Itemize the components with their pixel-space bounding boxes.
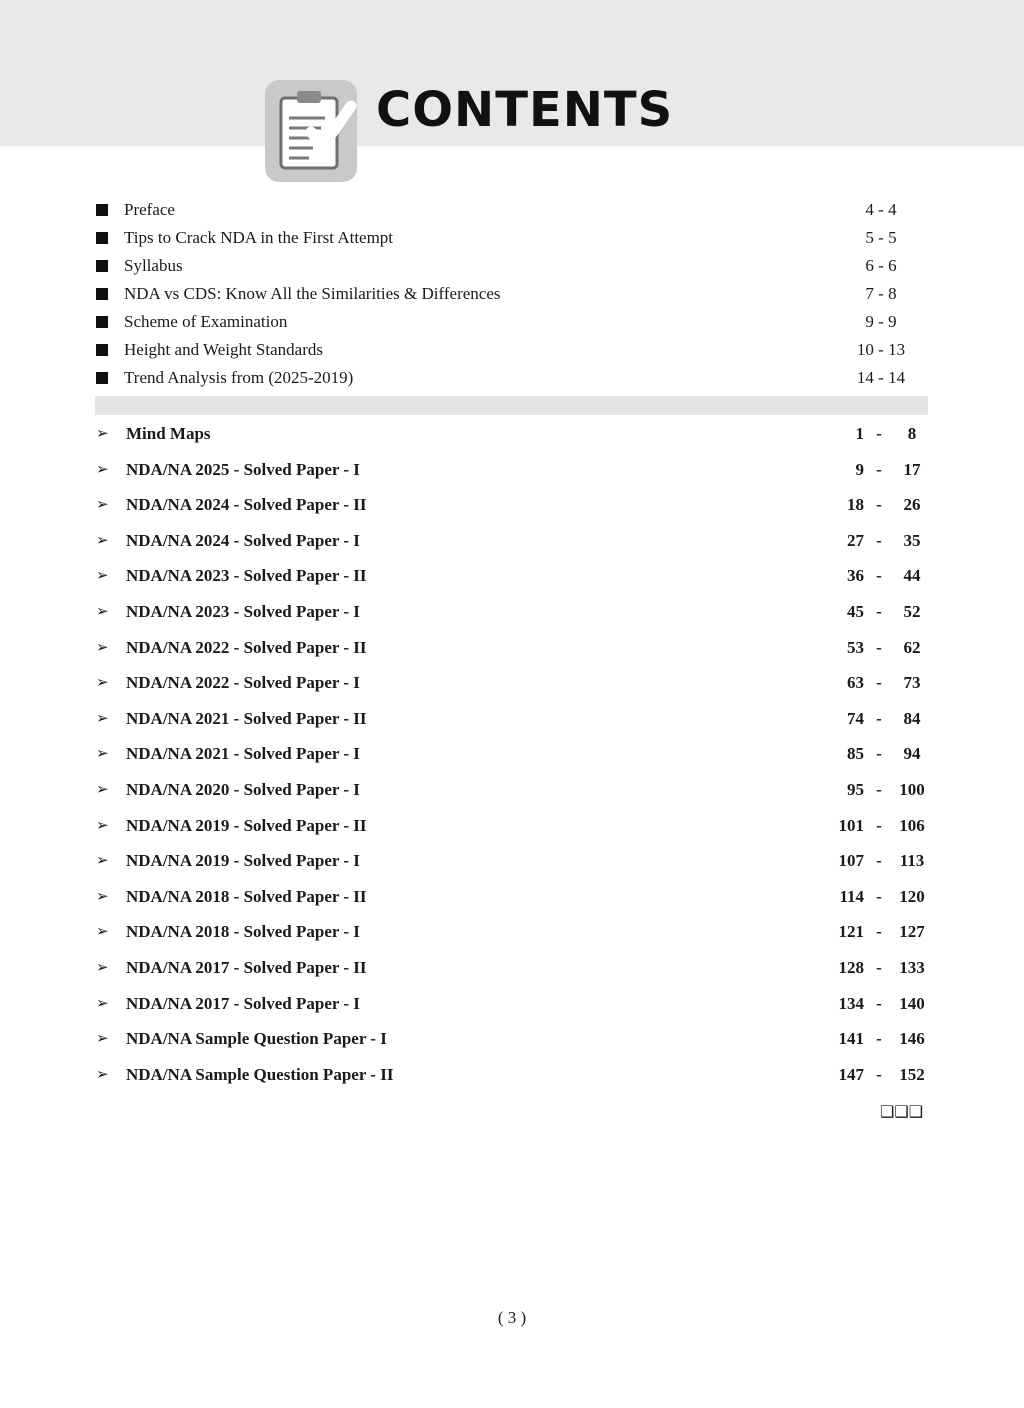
page-start: 95 — [847, 779, 864, 799]
page-end: 133 — [899, 957, 925, 977]
item-label: Mind Maps — [126, 424, 211, 443]
square-bullet-icon — [96, 344, 108, 356]
list-item — [96, 879, 928, 915]
list-item — [96, 308, 928, 336]
item-pages: 4 - 4 — [865, 200, 897, 219]
item-pages: 10 - 13 — [856, 340, 906, 359]
page-dash: - — [876, 957, 882, 977]
square-bullet-icon — [96, 260, 108, 272]
arrow-bullet-icon: ➢ — [96, 744, 109, 763]
page-dash: - — [876, 424, 882, 443]
page-end: 52 — [903, 601, 921, 621]
item-label: NDA/NA 2023 - Solved Paper - I — [126, 601, 360, 621]
page-start: 141 — [838, 1029, 864, 1049]
list-item — [96, 630, 928, 666]
end-mark: ❑❑❑ — [880, 1102, 924, 1121]
list-item — [96, 772, 928, 808]
page-dash: - — [876, 815, 882, 835]
arrow-bullet-icon: ➢ — [96, 993, 109, 1012]
arrow-bullet-icon: ➢ — [96, 851, 109, 870]
page-start: 128 — [838, 957, 864, 977]
square-bullet-icon — [96, 204, 108, 216]
page-dash: - — [876, 601, 882, 621]
item-label: NDA/NA 2018 - Solved Paper - I — [126, 922, 360, 942]
page-dash: - — [876, 744, 882, 764]
arrow-bullet-icon: ➢ — [96, 815, 109, 834]
page-start: 74 — [847, 708, 864, 728]
square-bullet-icon — [96, 316, 108, 328]
page-dash: - — [876, 708, 882, 728]
page-dash: - — [876, 566, 882, 586]
arrow-bullet-icon: ➢ — [96, 459, 109, 478]
page-dash: - — [876, 851, 882, 871]
arrow-bullet-icon: ➢ — [96, 779, 109, 798]
item-label: NDA/NA 2021 - Solved Paper - II — [126, 708, 367, 728]
item-label: NDA/NA 2017 - Solved Paper - II — [126, 957, 367, 977]
item-pages: 5 - 5 — [865, 228, 897, 247]
arrow-bullet-icon: ➢ — [96, 1029, 109, 1048]
list-item — [96, 736, 928, 772]
square-bullet-icon — [96, 372, 108, 384]
arrow-bullet-icon: ➢ — [96, 530, 109, 549]
item-label: NDA/NA 2022 - Solved Paper - II — [126, 637, 367, 657]
page-start: 101 — [838, 815, 864, 835]
arrow-bullet-icon: ➢ — [96, 673, 109, 692]
arrow-bullet-icon: ➢ — [96, 922, 109, 941]
list-item — [96, 487, 928, 523]
page-start: 27 — [847, 530, 864, 550]
list-item — [96, 336, 928, 364]
page-dash: - — [876, 922, 882, 942]
page-end: 94 — [903, 744, 921, 764]
page-start: 85 — [847, 744, 864, 764]
item-label: NDA/NA 2025 - Solved Paper - I — [126, 459, 360, 479]
item-label: NDA/NA 2022 - Solved Paper - I — [126, 673, 360, 693]
page-end: 100 — [899, 779, 925, 799]
item-label: NDA/NA Sample Question Paper - I — [126, 1029, 387, 1049]
page-start: 45 — [847, 601, 864, 621]
page-start: 1 — [855, 424, 864, 443]
arrow-bullet-icon: ➢ — [96, 566, 109, 585]
arrow-bullet-icon: ➢ — [96, 708, 109, 727]
page-start: 36 — [847, 566, 864, 586]
page-dash: - — [876, 886, 882, 906]
list-item — [96, 843, 928, 879]
page-start: 18 — [847, 495, 864, 515]
list-item — [96, 594, 928, 630]
page-dash: - — [876, 1029, 882, 1049]
page-end: 127 — [899, 922, 925, 942]
list-item — [96, 665, 928, 701]
item-pages: 6 - 6 — [865, 256, 897, 275]
item-label: NDA/NA 2020 - Solved Paper - I — [126, 779, 360, 799]
list-item — [96, 701, 928, 737]
page-end: 35 — [903, 530, 921, 550]
item-label: NDA/NA 2024 - Solved Paper - I — [126, 530, 360, 550]
item-label: NDA vs CDS: Know All the Similarities & Differences — [124, 284, 501, 303]
arrow-bullet-icon: ➢ — [96, 1064, 109, 1083]
page-dash: - — [876, 779, 882, 799]
arrow-bullet-icon: ➢ — [96, 637, 109, 656]
page-dash: - — [876, 530, 882, 550]
item-label: Preface — [124, 200, 175, 219]
item-label: NDA/NA 2017 - Solved Paper - I — [126, 993, 360, 1013]
list-item — [96, 950, 928, 986]
page-start: 53 — [847, 637, 864, 657]
page-dash: - — [876, 993, 882, 1013]
page-end: 146 — [899, 1029, 925, 1049]
page-start: 147 — [838, 1064, 864, 1084]
item-pages: 14 - 14 — [856, 368, 906, 387]
page-end: 26 — [903, 495, 921, 515]
front-matter-list — [96, 196, 928, 392]
page-end: 44 — [903, 566, 921, 586]
page-title: CONTENTS — [376, 82, 674, 138]
list-item — [96, 416, 928, 452]
square-bullet-icon — [96, 288, 108, 300]
page-end: 120 — [899, 886, 925, 906]
item-label: Scheme of Examination — [124, 312, 288, 331]
list-item — [96, 523, 928, 559]
item-label: Height and Weight Standards — [124, 340, 323, 359]
list-item — [96, 452, 928, 488]
item-label: NDA/NA 2023 - Solved Paper - II — [126, 566, 367, 586]
page-start: 63 — [847, 673, 864, 693]
list-item — [96, 252, 928, 280]
list-item — [96, 986, 928, 1022]
page-end: 140 — [899, 993, 925, 1013]
list-item — [96, 196, 928, 224]
page-start: 121 — [838, 922, 864, 942]
list-item — [96, 364, 928, 392]
item-label: Tips to Crack NDA in the First Attempt — [124, 228, 394, 247]
page-end: 113 — [899, 851, 925, 871]
item-label: NDA/NA 2019 - Solved Paper - II — [126, 815, 367, 835]
page-number: ( 3 ) — [497, 1308, 527, 1327]
page-dash: - — [876, 495, 882, 515]
page-end: 84 — [903, 708, 921, 728]
item-label: NDA/NA 2018 - Solved Paper - II — [126, 886, 367, 906]
item-label: NDA/NA 2019 - Solved Paper - I — [126, 851, 360, 871]
page-dash: - — [876, 459, 882, 479]
item-pages: 9 - 9 — [865, 312, 897, 331]
page-end: 8 — [907, 424, 917, 443]
clipboard-check-icon — [265, 80, 357, 182]
list-item — [96, 808, 928, 844]
list-item — [96, 224, 928, 252]
arrow-bullet-icon: ➢ — [96, 601, 109, 620]
page-end: 73 — [903, 673, 921, 693]
page-end: 152 — [899, 1064, 925, 1084]
page-start: 107 — [838, 851, 864, 871]
section-divider — [95, 396, 928, 415]
item-label: NDA/NA 2021 - Solved Paper - I — [126, 744, 360, 764]
item-label: Syllabus — [124, 256, 183, 275]
page-start: 134 — [838, 993, 864, 1013]
page-dash: - — [876, 1064, 882, 1084]
page-dash: - — [876, 673, 882, 693]
list-item — [96, 558, 928, 594]
item-pages: 7 - 8 — [865, 284, 897, 303]
arrow-bullet-icon: ➢ — [96, 424, 109, 442]
list-item — [96, 1057, 928, 1093]
page-dash: - — [876, 637, 882, 657]
item-label: NDA/NA 2024 - Solved Paper - II — [126, 495, 367, 515]
page-start: 9 — [855, 459, 864, 479]
list-item — [96, 1021, 928, 1057]
item-label: NDA/NA Sample Question Paper - II — [126, 1064, 394, 1084]
papers-list — [96, 416, 928, 1092]
page-end: 62 — [903, 637, 921, 657]
arrow-bullet-icon: ➢ — [96, 886, 109, 905]
page-end: 17 — [903, 459, 921, 479]
arrow-bullet-icon: ➢ — [96, 495, 109, 514]
square-bullet-icon — [96, 232, 108, 244]
list-item — [96, 914, 928, 950]
item-label: Trend Analysis from (2025-2019) — [124, 368, 354, 387]
page-start: 114 — [839, 886, 864, 906]
arrow-bullet-icon: ➢ — [96, 957, 109, 976]
list-item — [96, 280, 928, 308]
page-end: 106 — [899, 815, 925, 835]
